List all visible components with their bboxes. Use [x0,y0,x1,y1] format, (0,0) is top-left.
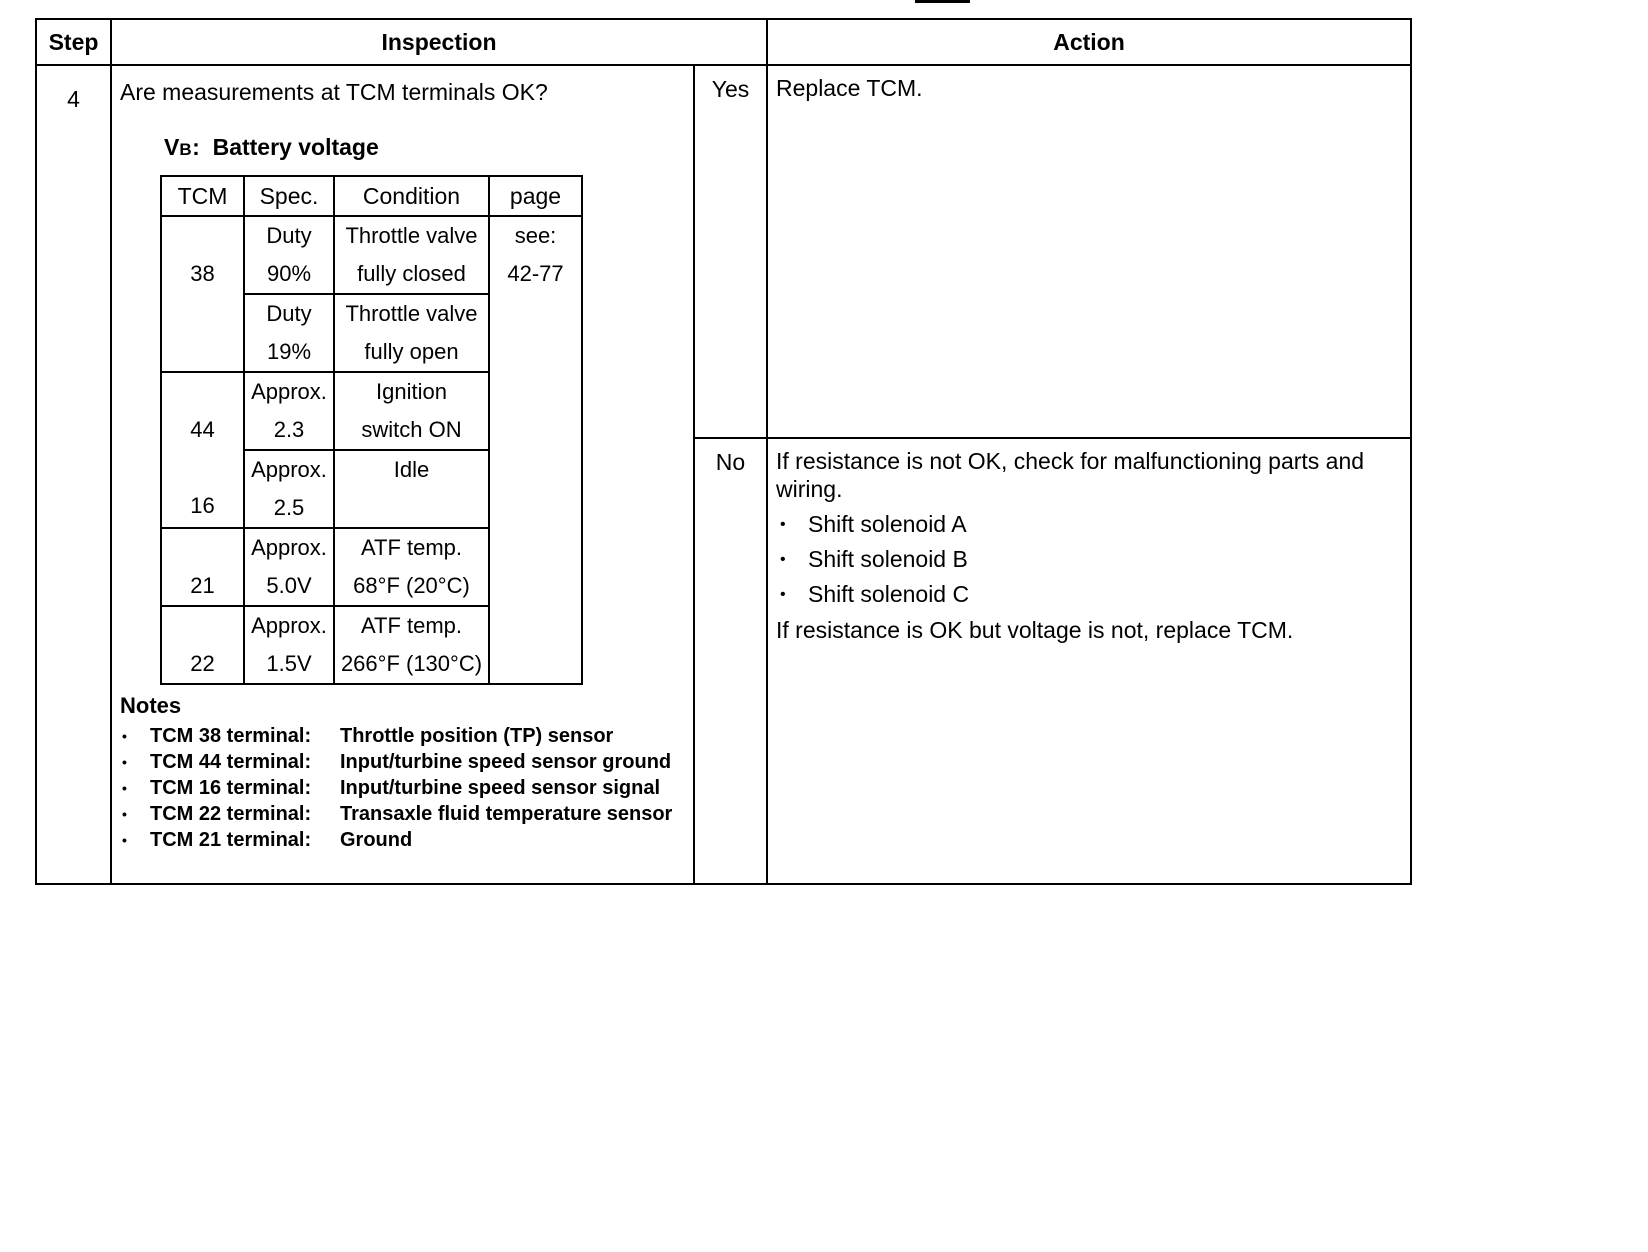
spec-value-line: Approx. [251,457,327,482]
note-term: TCM 16 terminal: [150,777,312,799]
step-number: 4 [67,86,80,112]
spec-condition-cell [334,372,489,450]
top-rule-mark [915,0,970,3]
vb-symbol-v: V [164,134,180,160]
spec-value-line: Approx. [251,535,327,560]
spec-page-cell [489,216,582,684]
spec-condition-line: fully open [364,339,459,364]
note-item [120,775,685,801]
spec-value-line: 2.3 [273,417,305,442]
spec-table [160,175,583,685]
spec-condition-line: switch ON [361,417,462,442]
note-term: TCM 44 terminal: [150,751,312,773]
spec-value-cell [244,606,334,684]
yes-label: Yes [711,76,750,102]
spec-tcm-16: 16 [190,493,215,518]
spec-value-line: 19% [266,339,312,364]
no-label: No [715,448,746,475]
yes-label-cell [694,65,767,438]
no-action-cell [767,438,1411,884]
spec-value-line: 5.0V [266,573,312,598]
header-row [36,19,1411,65]
no-action-item: • Shift solenoid B [776,542,1402,577]
spec-condition-cell [334,216,489,294]
spec-condition-line: 68°F (20°C) [353,573,470,598]
spec-page-line: 42-77 [507,261,564,286]
note-term: TCM 22 terminal: [150,803,312,825]
no-action-item: • Shift solenoid C [776,577,1402,612]
step-number-cell [36,65,111,884]
no-action-list [776,507,1402,612]
header-step: Step [36,19,111,65]
no-action-intro: If resistance is not OK, check for malfunctioning parts and wiring. [776,447,1365,502]
spec-header-row [161,176,582,216]
spec-condition-cell [334,606,489,684]
spec-condition-line: fully closed [357,261,466,286]
spec-tcm-44: 44 [190,417,215,442]
vb-label: Battery voltage [212,134,379,160]
spec-condition-line: Idle [393,457,430,482]
spec-value-line: 1.5V [266,651,312,676]
step-row-yes [36,65,1411,438]
spec-value-line: 2.5 [273,495,305,520]
battery-voltage-legend: VB: Battery voltage [164,134,379,160]
spec-condition-cell [334,294,489,372]
spec-condition-line: Ignition [376,379,447,404]
spec-tcm-21: 21 [190,573,215,598]
spec-header-spec: Spec. [244,176,334,216]
spec-value-line: Approx. [251,613,327,638]
troubleshooting-table [35,18,1412,885]
spec-value-cell [244,294,334,372]
spec-header-condition: Condition [334,176,489,216]
spec-condition-line: 266°F (130°C) [340,651,483,676]
no-action-outro: If resistance is OK but voltage is not, replace TCM. [776,616,1294,643]
header-inspection: Inspection [111,19,767,65]
spec-tcm-cell [161,528,244,606]
yes-action-text: Replace TCM. [776,75,923,101]
spec-header-tcm: TCM [161,176,244,216]
spec-page-line: see: [514,223,557,248]
no-label-cell [694,438,767,884]
note-desc: Input/turbine speed sensor ground [340,751,672,773]
vb-symbol-b: B [179,140,193,159]
note-desc: Input/turbine speed sensor signal [340,777,661,799]
note-term: TCM 38 terminal: [150,725,312,747]
spec-value-cell [244,450,334,528]
spec-tcm-cell [161,606,244,684]
note-desc: Transaxle fluid temperature sensor [340,803,673,825]
spec-value-cell [244,372,334,450]
spec-condition-line: ATF temp. [360,535,463,560]
yes-action-cell [767,65,1411,438]
spec-tcm-22: 22 [190,651,215,676]
note-item [120,827,685,853]
note-term: TCM 21 terminal: [150,829,312,851]
inspection-question: Are measurements at TCM terminals OK? [120,79,548,105]
header-action: Action [767,19,1411,65]
spec-value-line: Duty [266,301,312,326]
note-item [120,723,685,749]
spec-tcm-38: 38 [190,261,215,286]
spec-header-page: page [489,176,582,216]
spec-condition-cell [334,450,489,528]
spec-value-line: 90% [266,261,312,286]
spec-value-line: Duty [266,223,312,248]
note-desc: Throttle position (TP) sensor [340,725,614,747]
spec-condition-line: Throttle valve [345,223,478,248]
inspection-cell [111,65,694,884]
note-desc: Ground [340,829,413,851]
spec-condition-line: ATF temp. [360,613,463,638]
notes-title: Notes [120,693,182,718]
spec-tcm-cell [161,216,244,372]
spec-condition-line: Throttle valve [345,301,478,326]
spec-row [161,216,582,294]
spec-condition-cell [334,528,489,606]
note-item [120,749,685,775]
spec-value-cell [244,216,334,294]
note-item [120,801,685,827]
spec-value-line: Approx. [251,379,327,404]
spec-tcm-cell [161,372,244,528]
notes-list [120,723,685,853]
no-action-item: • Shift solenoid A [776,507,1402,542]
spec-value-cell [244,528,334,606]
